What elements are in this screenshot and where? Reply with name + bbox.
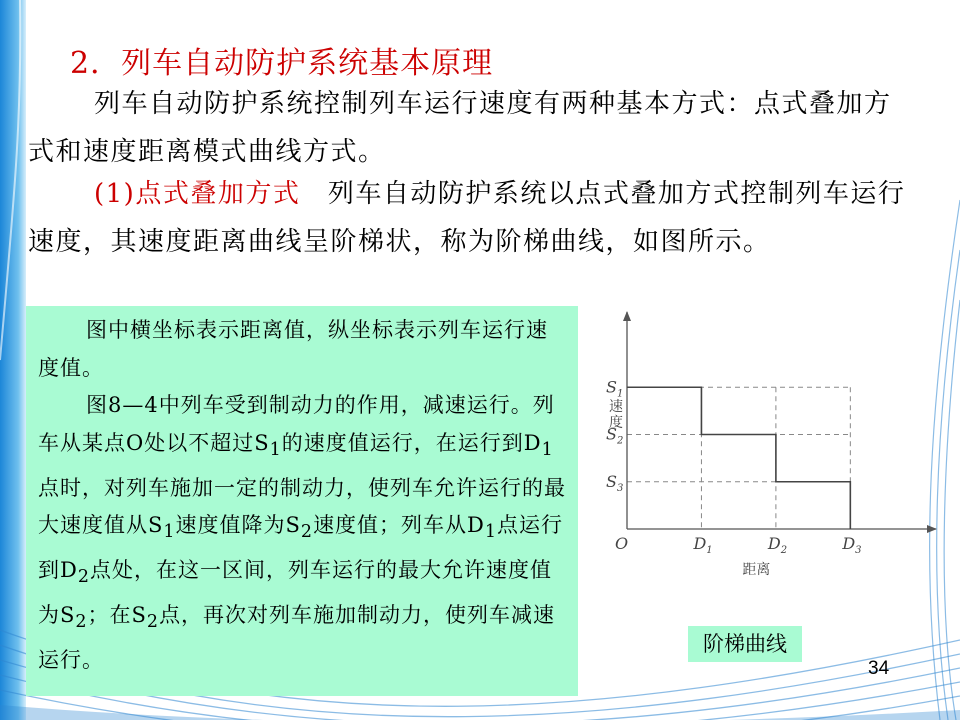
- subscript: 1: [163, 522, 176, 543]
- explanation-text: 点处，在这一区间，列车运行的最大允许速度值为S: [38, 557, 552, 627]
- x-axis-title: 距离: [742, 562, 771, 578]
- explanation-text: 点，再次对列车施加制动力，使列车减速运行。: [38, 602, 556, 672]
- y-axis-title: 速度: [607, 398, 623, 429]
- explanation-text: 点时，对列车施加一定的制动力，使列车允许运行的最大速度值从S: [38, 475, 566, 538]
- subscript: 1: [269, 439, 282, 460]
- chart-axes: [627, 312, 936, 529]
- dotted-method-paragraph: [28, 170, 908, 266]
- dotted-method-heading: (1)点式叠加方式: [94, 179, 301, 209]
- x-tick-label-d3: $D_3$: [842, 534, 862, 556]
- explanation-text: 速度值降为S: [175, 513, 301, 538]
- explanation-text: 点运行到D: [38, 513, 564, 582]
- chart-guides: [627, 387, 850, 529]
- figure-caption: 阶梯曲线: [688, 626, 802, 662]
- subscript: 2: [300, 522, 314, 543]
- x-tick-label-d2: $D_2$: [767, 534, 788, 556]
- x-tick-label-d1: $D_1$: [693, 534, 713, 556]
- page-number: 34: [868, 658, 890, 679]
- chart-labels: [606, 377, 862, 578]
- y-tick-label-s1: $S_1$: [606, 377, 624, 400]
- y-tick-label-s3: $S_3$: [606, 471, 624, 494]
- step-curve-line: [627, 387, 850, 529]
- dotted-method-body: 列车自动防护系统以点式叠加方式控制列车运行速度，其速度距离曲线呈阶梯状，称为阶梯曲线，如图所示。: [28, 179, 906, 257]
- origin-label: O: [615, 534, 629, 553]
- explanation-text: 的速度值运行，在运行到D: [281, 430, 542, 455]
- intro-paragraph: 列车自动防护系统控制列车运行速度有两种基本方式：点式叠加方式和速度距离模式曲线方式。: [28, 89, 892, 167]
- explanation-paragraph-1: 图中横坐标表示距离值，纵坐标表示列车运行速度值。: [38, 318, 548, 380]
- subscript: 1: [541, 439, 554, 460]
- explanation-box: [26, 306, 578, 696]
- explanation-text: ；在S: [87, 602, 147, 627]
- y-tick-label-s2: $S_2$: [606, 424, 624, 447]
- slide-title: 2．列车自动防护系统基本原理: [70, 46, 494, 81]
- subscript: 2: [75, 611, 88, 632]
- chart-series: [627, 387, 850, 529]
- explanation-paragraph-2: [38, 387, 566, 679]
- subscript: 2: [77, 567, 90, 588]
- step-curve-chart: [600, 300, 940, 590]
- explanation-text: 速度值；列车从D: [313, 513, 485, 538]
- subscript: 2: [146, 611, 160, 632]
- explanation-text: 图8—4中列车受到制动力的作用，减速运行。列车从某点O处以不超过S: [38, 393, 555, 455]
- subscript: 1: [484, 522, 498, 543]
